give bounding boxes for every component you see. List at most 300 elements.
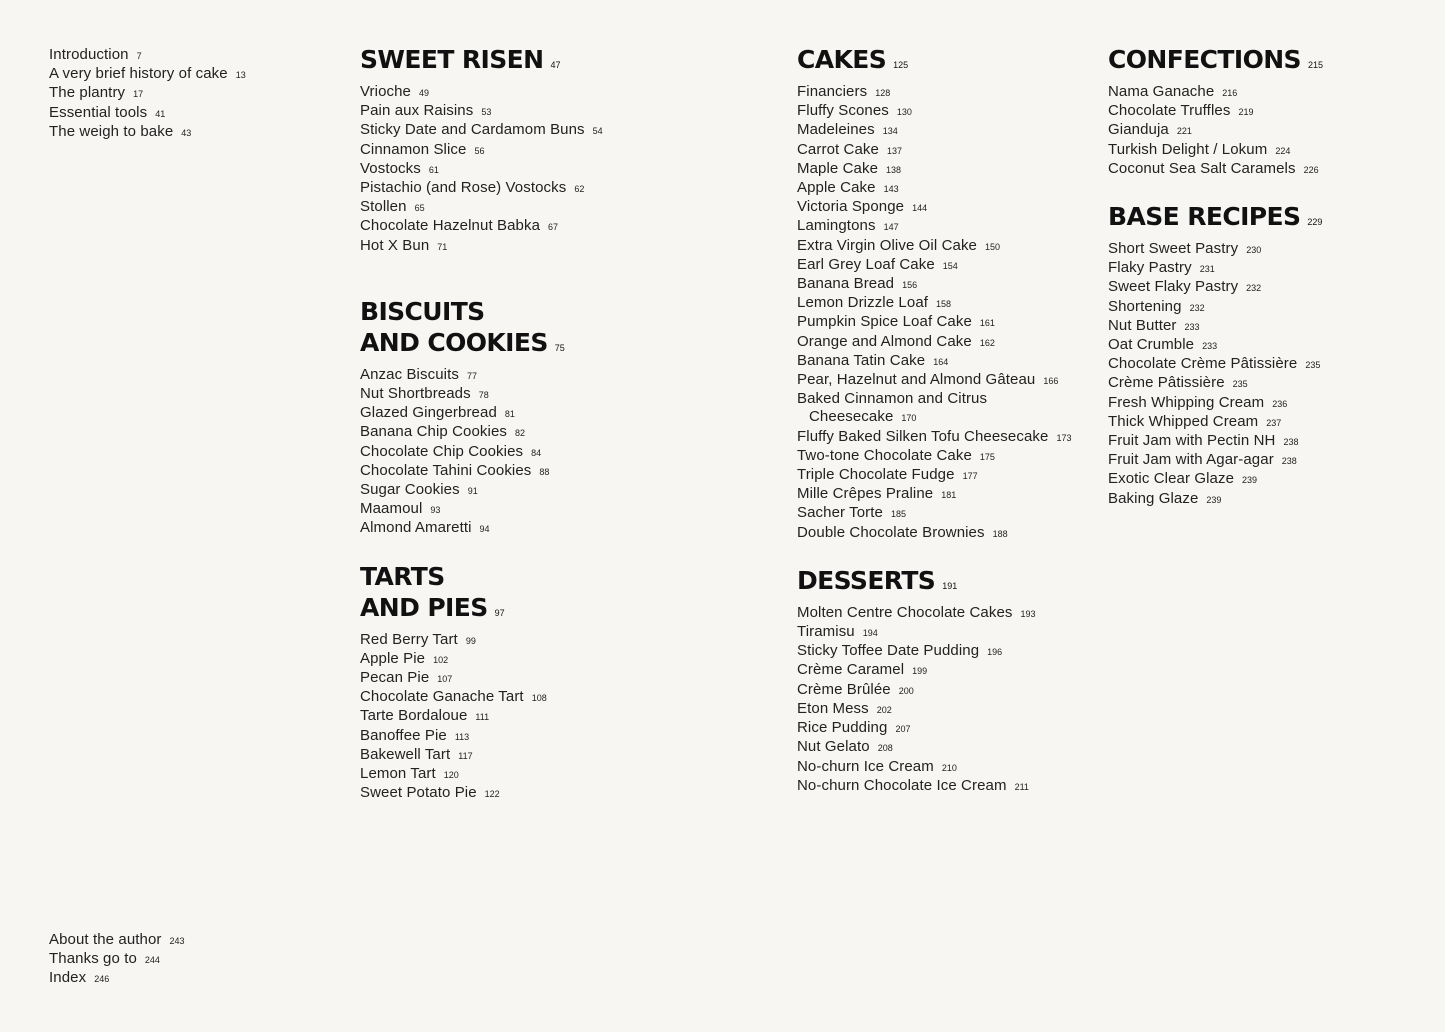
- entry-page-number: 143: [883, 184, 899, 195]
- section-heading-line: [360, 592, 770, 629]
- section-heading: [360, 44, 770, 81]
- toc-entry[interactable]: [360, 121, 770, 140]
- toc-entry[interactable]: [360, 650, 770, 669]
- section-desserts: [797, 565, 1097, 796]
- entry-title: Fruit Jam with Pectin NH: [1108, 432, 1276, 450]
- entry-title: Index: [49, 969, 87, 987]
- section-page-number: 215: [1307, 60, 1323, 70]
- toc-entry[interactable]: [360, 688, 770, 707]
- toc-entry[interactable]: [360, 141, 770, 160]
- entry-title: Victoria Sponge: [797, 198, 905, 216]
- entry-page-number: 65: [414, 203, 425, 214]
- entry-title: Exotic Clear Glaze: [1108, 470, 1235, 488]
- entry-page-number: 93: [430, 505, 441, 516]
- entry-page-number: 199: [912, 666, 928, 677]
- toc-entry[interactable]: [797, 237, 1097, 256]
- entry-page-number: 49: [419, 88, 430, 98]
- toc-entry[interactable]: [797, 160, 1097, 179]
- toc-column-3: [797, 44, 1097, 796]
- entry-title: Sticky Toffee Date Pudding: [797, 642, 980, 660]
- entry-page-number: 166: [1043, 376, 1059, 387]
- entry-page-number: 185: [890, 509, 907, 520]
- entry-page-number: 239: [1242, 475, 1258, 486]
- entry-title: Eton Mess: [797, 699, 869, 717]
- entry-page-number: 99: [465, 635, 476, 646]
- section-heading-line: [360, 327, 770, 364]
- entry-title: Crème Brûlée: [797, 680, 891, 698]
- section-heading-text: AND COOKIES: [360, 327, 548, 357]
- entry-title: Madeleines: [797, 121, 875, 139]
- entry-page-number: 94: [479, 524, 490, 535]
- entry-title: About the author: [49, 931, 162, 948]
- toc-entry[interactable]: [360, 631, 770, 650]
- entry-page-number: 130: [896, 107, 912, 118]
- entry-title: Orange and Almond Cake: [797, 332, 972, 350]
- toc-entry[interactable]: [797, 777, 1097, 796]
- entry-page-number: 244: [144, 955, 160, 966]
- toc-entry[interactable]: [49, 46, 246, 65]
- entry-page-number: 181: [941, 490, 957, 501]
- entry-title: Triple Chocolate Fudge: [797, 466, 955, 484]
- entry-page-number: 138: [886, 164, 902, 175]
- entry-title: Fresh Whipping Cream: [1108, 393, 1265, 411]
- section-confections: [1108, 44, 1428, 179]
- section-heading-line: [797, 44, 1097, 81]
- toc-entry[interactable]: [360, 237, 770, 256]
- entry-title: Rice Pudding: [797, 719, 888, 737]
- entry-page-number: 188: [992, 528, 1008, 539]
- toc-entry[interactable]: [1108, 141, 1428, 160]
- entry-page-number: 238: [1283, 437, 1299, 448]
- section-heading-text: CAKES: [797, 45, 887, 74]
- toc-entry[interactable]: [1108, 413, 1428, 432]
- toc-entry[interactable]: [360, 500, 770, 519]
- toc-entry[interactable]: [797, 313, 1097, 332]
- toc-entry[interactable]: [360, 727, 770, 746]
- back-matter-list: [49, 931, 185, 989]
- entry-title: Banana Tatin Cake: [797, 351, 926, 369]
- section-heading-line: [1108, 44, 1428, 81]
- entry-title: Chocolate Hazelnut Babka: [360, 217, 541, 235]
- toc-entry[interactable]: [49, 104, 246, 123]
- toc-entry[interactable]: [797, 504, 1097, 523]
- entry-title: Chocolate Crème Pâtissière: [1108, 355, 1298, 373]
- entry-page-number: 111: [475, 712, 490, 723]
- toc-entry[interactable]: [797, 198, 1097, 217]
- entry-title: Chocolate Ganache Tart: [360, 688, 524, 706]
- toc-entry[interactable]: [797, 661, 1097, 680]
- toc-entry[interactable]: [797, 275, 1097, 294]
- section-page-number: 191: [942, 580, 958, 591]
- entry-page-number: 158: [936, 299, 952, 310]
- toc-entry[interactable]: [797, 719, 1097, 738]
- entry-title: Cheesecake: [809, 408, 894, 426]
- entry-title: Nut Shortbreads: [360, 385, 471, 403]
- entry-title: Shortening: [1108, 297, 1182, 315]
- entry-page-number: 156: [902, 280, 918, 291]
- entry-page-number: 164: [933, 356, 949, 367]
- toc-entry[interactable]: [49, 65, 246, 84]
- toc-entry[interactable]: [1108, 355, 1428, 374]
- entry-page-number: 177: [962, 471, 978, 482]
- entry-page-number: 108: [531, 693, 547, 704]
- toc-entry[interactable]: [797, 524, 1097, 543]
- toc-entry[interactable]: [360, 707, 770, 726]
- toc-entry[interactable]: [797, 121, 1097, 140]
- toc-entry[interactable]: [1108, 278, 1428, 297]
- section-page-number: 75: [554, 342, 565, 353]
- entry-title: Crème Caramel: [797, 661, 905, 679]
- toc-entry[interactable]: [797, 642, 1097, 661]
- entry-title: Red Berry Tart: [360, 630, 458, 648]
- entry-title: Turkish Delight / Lokum: [1108, 140, 1268, 158]
- toc-entry[interactable]: [360, 83, 770, 102]
- entry-title: Thanks go to: [49, 950, 137, 968]
- entry-title: Mille Crêpes Praline: [797, 485, 934, 503]
- entry-page-number: 88: [539, 466, 550, 477]
- entry-page-number: 128: [875, 88, 891, 98]
- section-heading: [797, 44, 1097, 81]
- entry-title: Apple Cake: [797, 179, 876, 197]
- entry-title: Pain aux Raisins: [360, 102, 474, 120]
- entry-page-number: 137: [886, 145, 902, 156]
- entry-title: Oat Crumble: [1108, 336, 1195, 354]
- toc-entry[interactable]: [360, 160, 770, 179]
- entry-page-number: 147: [883, 222, 899, 233]
- entry-page-number: 162: [979, 337, 995, 348]
- entry-title: Sacher Torte: [797, 504, 883, 522]
- entry-page-number: 91: [467, 486, 478, 497]
- toc-entry[interactable]: [49, 931, 185, 950]
- entry-page-number: 173: [1056, 432, 1072, 443]
- entry-page-number: 13: [235, 70, 246, 81]
- entry-title: Tiramisu: [797, 623, 855, 641]
- entry-title: A very brief history of cake: [49, 65, 228, 83]
- section-page-number: 47: [550, 60, 561, 70]
- entry-page-number: 224: [1275, 145, 1291, 156]
- entry-title: Carrot Cake: [797, 140, 879, 158]
- toc-entry[interactable]: [360, 404, 770, 423]
- toc-entry[interactable]: [1108, 394, 1428, 413]
- toc-entry[interactable]: [797, 141, 1097, 160]
- entry-page-number: 84: [531, 447, 542, 458]
- entry-title: Fluffy Scones: [797, 102, 889, 120]
- entry-title: Two-tone Chocolate Cake: [797, 446, 972, 464]
- entry-page-number: 161: [979, 318, 995, 329]
- toc-entry[interactable]: [797, 390, 1097, 408]
- entry-page-number: 238: [1281, 456, 1297, 467]
- entry-page-number: 78: [478, 390, 489, 401]
- entry-title: Lemon Drizzle Loaf: [797, 294, 929, 312]
- entry-page-number: 43: [181, 127, 192, 138]
- toc-entry[interactable]: [1108, 160, 1428, 179]
- toc-entry[interactable]: [797, 466, 1097, 485]
- entry-title: Flaky Pastry: [1108, 259, 1192, 277]
- toc-entry[interactable]: [360, 385, 770, 404]
- toc-entry[interactable]: [797, 408, 1097, 427]
- entry-page-number: 230: [1246, 245, 1262, 256]
- toc-entry[interactable]: [1108, 240, 1428, 259]
- entry-title: Coconut Sea Salt Caramels: [1108, 159, 1296, 177]
- entry-title: Extra Virgin Olive Oil Cake: [797, 236, 977, 254]
- entry-title: Vostocks: [360, 159, 421, 177]
- section-heading-text: BISCUITS: [360, 296, 485, 326]
- section-heading: [360, 561, 770, 629]
- toc-entry[interactable]: [360, 366, 770, 385]
- entry-page-number: 243: [169, 936, 185, 946]
- entry-title: Sticky Date and Cardamom Buns: [360, 121, 585, 139]
- entry-page-number: 82: [515, 428, 526, 439]
- entry-page-number: 17: [133, 89, 144, 100]
- entry-title: Banana Chip Cookies: [360, 423, 507, 441]
- toc-entry[interactable]: [1108, 451, 1428, 470]
- entry-title: Glazed Gingerbread: [360, 404, 497, 422]
- entry-title: Baking Glaze: [1108, 489, 1199, 507]
- entry-page-number: 236: [1272, 398, 1288, 409]
- entry-page-number: 77: [466, 370, 477, 381]
- section-heading: [797, 565, 1097, 602]
- toc-entry[interactable]: [1108, 102, 1428, 121]
- entry-page-number: 239: [1206, 494, 1222, 505]
- entry-page-number: 233: [1184, 321, 1200, 332]
- section-tarts-and-pies: [360, 561, 770, 804]
- entry-page-number: 202: [876, 704, 892, 715]
- toc-entry[interactable]: [360, 519, 770, 538]
- entry-title: Chocolate Chip Cookies: [360, 442, 524, 460]
- entry-page-number: 81: [504, 409, 515, 420]
- section-heading: [360, 296, 770, 364]
- entry-page-number: 175: [979, 451, 995, 462]
- entry-page-number: 232: [1189, 302, 1205, 313]
- entry-title: Banoffee Pie: [360, 726, 447, 744]
- entry-page-number: 134: [882, 126, 898, 137]
- entry-title: Vrioche: [360, 83, 412, 100]
- entry-title: Chocolate Truffles: [1108, 102, 1231, 120]
- toc-entry[interactable]: [360, 179, 770, 198]
- entry-title: Lemon Tart: [360, 765, 436, 783]
- entry-title: Molten Centre Chocolate Cakes: [797, 603, 1013, 621]
- section-heading-line: [360, 296, 770, 327]
- toc-entry[interactable]: [797, 758, 1097, 777]
- toc-entry[interactable]: [797, 428, 1097, 447]
- entry-title: Fluffy Baked Silken Tofu Cheesecake: [797, 427, 1049, 445]
- toc-entry[interactable]: [1108, 259, 1428, 278]
- toc-entry[interactable]: [1108, 470, 1428, 489]
- entry-title: Sugar Cookies: [360, 481, 460, 499]
- entry-page-number: 208: [877, 743, 893, 754]
- toc-entry[interactable]: [797, 217, 1097, 236]
- entry-page-number: 200: [898, 685, 914, 696]
- entry-page-number: 62: [574, 184, 585, 195]
- toc-entry[interactable]: [1108, 298, 1428, 317]
- entry-page-number: 71: [437, 241, 448, 252]
- entry-page-number: 194: [862, 628, 878, 639]
- toc-entry[interactable]: [1108, 317, 1428, 336]
- toc-entry[interactable]: [797, 179, 1097, 198]
- entry-page-number: 113: [454, 731, 470, 742]
- section-cakes: [797, 44, 1097, 543]
- toc-entry[interactable]: [797, 623, 1097, 642]
- entry-title: Stollen: [360, 198, 407, 216]
- toc-entry[interactable]: [797, 83, 1097, 102]
- toc-entry[interactable]: [797, 352, 1097, 371]
- toc-entry[interactable]: [797, 681, 1097, 700]
- section-heading-text: BASE RECIPES: [1108, 202, 1301, 232]
- toc-entry[interactable]: [797, 102, 1097, 121]
- toc-column-4: [1108, 44, 1428, 509]
- toc-entry[interactable]: [360, 669, 770, 688]
- toc-entry[interactable]: [49, 969, 185, 988]
- entry-title: No-churn Ice Cream: [797, 757, 934, 775]
- toc-entry[interactable]: [360, 423, 770, 442]
- toc-entry[interactable]: [797, 604, 1097, 623]
- entry-page-number: 122: [484, 789, 500, 800]
- entry-title: Essential tools: [49, 103, 148, 121]
- toc-entry[interactable]: [360, 102, 770, 121]
- entry-title: Maple Cake: [797, 159, 879, 177]
- section-heading: [1108, 201, 1428, 238]
- entry-page-number: 219: [1238, 107, 1254, 118]
- entry-title: Fruit Jam with Agar-agar: [1108, 451, 1274, 469]
- entry-page-number: 210: [941, 762, 957, 773]
- toc-entry[interactable]: [1108, 121, 1428, 140]
- entry-title: Lamingtons: [797, 217, 876, 235]
- toc-entry[interactable]: [1108, 83, 1428, 102]
- entry-title: Double Chocolate Brownies: [797, 523, 985, 541]
- toc-entry[interactable]: [1108, 432, 1428, 451]
- entry-page-number: 107: [437, 674, 453, 685]
- toc-entry[interactable]: [360, 765, 770, 784]
- section-heading-line: [360, 44, 770, 81]
- toc-entry[interactable]: [797, 333, 1097, 352]
- section-page-number: 125: [893, 60, 909, 70]
- toc-entry[interactable]: [797, 371, 1097, 390]
- entry-page-number: 246: [94, 974, 110, 985]
- toc-entry[interactable]: [360, 481, 770, 500]
- section-heading-line: [360, 561, 770, 592]
- entry-page-number: 221: [1176, 126, 1192, 137]
- entry-title: The weigh to bake: [49, 122, 174, 140]
- entry-title: Maamoul: [360, 500, 423, 518]
- entry-page-number: 170: [901, 413, 917, 424]
- toc-entry[interactable]: [1108, 374, 1428, 393]
- entry-page-number: 150: [984, 241, 1001, 252]
- entry-page-number: 53: [481, 107, 492, 118]
- entry-title: Nut Butter: [1108, 316, 1177, 334]
- entry-title: Anzac Biscuits: [360, 365, 459, 383]
- section-heading-text: DESSERTS: [797, 565, 936, 595]
- entry-title: Bakewell Tart: [360, 745, 451, 763]
- toc-entry[interactable]: [797, 447, 1097, 466]
- toc-entry[interactable]: [797, 256, 1097, 275]
- entry-title: Thick Whipped Cream: [1108, 412, 1259, 430]
- toc-entry[interactable]: [49, 950, 185, 969]
- entry-title: Nama Ganache: [1108, 83, 1215, 100]
- section-heading-text: TARTS: [360, 561, 445, 591]
- toc-entry[interactable]: [360, 443, 770, 462]
- section-page-number: 97: [494, 607, 505, 618]
- toc-entry[interactable]: [797, 485, 1097, 504]
- entry-page-number: 54: [592, 126, 603, 137]
- section-heading-line: [797, 565, 1097, 602]
- toc-entry[interactable]: [360, 746, 770, 765]
- entry-page-number: 232: [1246, 283, 1262, 294]
- entry-page-number: 235: [1305, 360, 1321, 371]
- entry-page-number: 120: [443, 770, 459, 781]
- toc-entry[interactable]: [1108, 336, 1428, 355]
- entry-page-number: 117: [458, 750, 473, 761]
- entry-title: No-churn Chocolate Ice Cream: [797, 776, 1007, 794]
- section-base-recipes: [1108, 201, 1428, 509]
- entry-title: Financiers: [797, 83, 868, 100]
- entry-title: Pear, Hazelnut and Almond Gâteau: [797, 371, 1036, 389]
- toc-entry[interactable]: [1108, 490, 1428, 509]
- entry-title: Banana Bread: [797, 275, 895, 293]
- section-heading-text: SWEET RISEN: [360, 45, 544, 74]
- entry-title: Sweet Potato Pie: [360, 784, 477, 802]
- entry-title: Sweet Flaky Pastry: [1108, 278, 1239, 296]
- entry-page-number: 226: [1303, 164, 1319, 175]
- entry-title: Baked Cinnamon and Citrus: [797, 390, 988, 408]
- entry-page-number: 193: [1020, 608, 1036, 619]
- toc-entry[interactable]: [797, 738, 1097, 757]
- section-sweet-risen: [360, 44, 770, 256]
- toc-column-2: [360, 44, 770, 803]
- entry-page-number: 41: [155, 108, 166, 119]
- toc-entry[interactable]: [360, 784, 770, 803]
- toc-entry[interactable]: [360, 217, 770, 236]
- front-matter-list: [49, 46, 246, 142]
- toc-entry[interactable]: [797, 294, 1097, 313]
- section-page-number: 229: [1307, 217, 1323, 228]
- entry-title: Pumpkin Spice Loaf Cake: [797, 313, 972, 331]
- entry-page-number: 154: [942, 260, 958, 271]
- entry-title: Almond Amaretti: [360, 519, 472, 537]
- section-heading-line: [1108, 201, 1428, 238]
- entry-title: Hot X Bun: [360, 236, 430, 254]
- entry-title: Crème Pâtissière: [1108, 374, 1225, 392]
- entry-page-number: 235: [1232, 379, 1248, 390]
- section-heading: [1108, 44, 1428, 81]
- section-biscuits-and-cookies: [360, 296, 770, 539]
- section-heading-text: CONFECTIONS: [1108, 45, 1301, 74]
- toc-entry[interactable]: [49, 123, 246, 142]
- entry-title: Introduction: [49, 46, 129, 63]
- entry-title: Chocolate Tahini Cookies: [360, 461, 532, 479]
- toc-entry[interactable]: [360, 462, 770, 481]
- toc-entry[interactable]: [797, 700, 1097, 719]
- entry-title: Earl Grey Loaf Cake: [797, 255, 935, 273]
- entry-title: Apple Pie: [360, 649, 426, 667]
- entry-title: Pecan Pie: [360, 669, 430, 687]
- entry-title: Pistachio (and Rose) Vostocks: [360, 179, 567, 197]
- entry-page-number: 196: [987, 647, 1003, 658]
- entry-page-number: 56: [474, 145, 485, 156]
- entry-page-number: 231: [1199, 264, 1215, 275]
- entry-title: Nut Gelato: [797, 738, 870, 756]
- toc-entry[interactable]: [360, 198, 770, 217]
- entry-title: Cinnamon Slice: [360, 140, 467, 158]
- entry-page-number: 207: [895, 724, 911, 735]
- entry-page-number: 211: [1014, 781, 1029, 792]
- entry-title: Short Sweet Pastry: [1108, 240, 1239, 258]
- entry-title: Gianduja: [1108, 121, 1169, 139]
- entry-title: Tarte Bordaloue: [360, 707, 468, 725]
- toc-entry[interactable]: [49, 84, 246, 103]
- entry-page-number: 233: [1202, 341, 1218, 352]
- entry-page-number: 237: [1266, 417, 1282, 428]
- entry-page-number: 102: [433, 654, 449, 665]
